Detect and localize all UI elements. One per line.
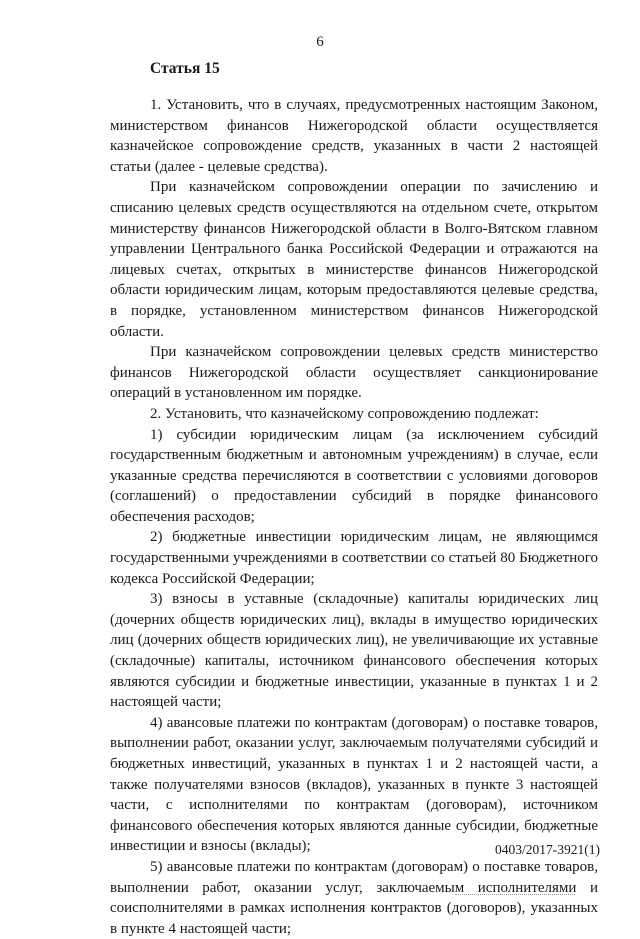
paragraph-5: 1) субсидии юридическим лицам (за исключением субсидий государственным бюджетным и автономным учреждениям) в случае, если указанные средства перечисляются в соответствии с условиями договоров (соглашений) о предоставлении субсидий в порядке финансового обеспечения расходов;: [110, 426, 598, 525]
paragraph-8: 4) авансовые платежи по контрактам (договорам) о поставке товаров, выполнении работ, оказании услуг, заключаемым получателями субсидий и бюджетных инвестиций, указанных в пунктах 1 и 2 настоящей части, а также получателями взносов (вкладов), указанных в пункте 3 настоящей части, с исполнителями по контрактам (договорам), источником финансового обеспечения которых являются данные субсидии, бюджетные инвестиции и взносы (вклады);: [110, 714, 598, 855]
paragraph-2: При казначейском сопровождении операции по зачислению и списанию целевых средств осуществляются на отдельном счете, открытом министерству финансов Нижегородской области в Волго-Вятском главном управлении Центрального банка Российской Федерации и отражаются на лицевых счетах, открытых в министерстве финансов Нижегородской области юридическим лицам, которым предоставляются целевые средства, в порядке, установленном министерством финансов Нижегородской области.: [110, 179, 598, 340]
paragraph-9: 5) авансовые платежи по контрактам (договорам) о поставке товаров, выполнении работ, оказании услуг, заключаемым исполнителями и соисполнителями в рамках исполнения контрактов (договоров), указанных в пункте 4 настоящей части;: [110, 858, 598, 937]
paragraph-3: При казначейском сопровождении целевых средств министерство финансов Нижегородской области осуществляет санкционирование операций в установленном им порядке.: [110, 344, 598, 402]
paragraph-7: 3) взносы в уставные (складочные) капиталы юридических лиц (дочерних обществ юридических лиц), вклады в имущество юридических лиц (дочерних обществ юридических лиц), не увеличивающие их уставные (складочные) капиталы, источником финансового обеспечения которых являются субсидии и бюджетные инвестиции, указанные в пунктах 1 и 2 настоящей части;: [110, 591, 598, 711]
page-number: 6: [316, 34, 324, 50]
document-code: 0403/2017-3921(1): [495, 842, 600, 857]
paragraph-1: 1. Установить, что в случаях, предусмотренных настоящим Законом, министерством финансов Нижегородской области осуществляется казначейское сопровождение средств, указанных в части 2 настоящей статьи (далее - целевые средства).: [110, 97, 598, 175]
scan-artifact-line: [455, 894, 575, 899]
paragraph-4: 2. Установить, что казначейскому сопровождению подлежат:: [150, 405, 539, 422]
article-heading: Статья 15: [150, 60, 220, 77]
paragraph-6: 2) бюджетные инвестиции юридическим лицам, не являющимся государственными учреждениями в соответствии со статьей 80 Бюджетного кодекса Российской Федерации;: [110, 529, 598, 587]
article-body: [110, 95, 598, 939]
